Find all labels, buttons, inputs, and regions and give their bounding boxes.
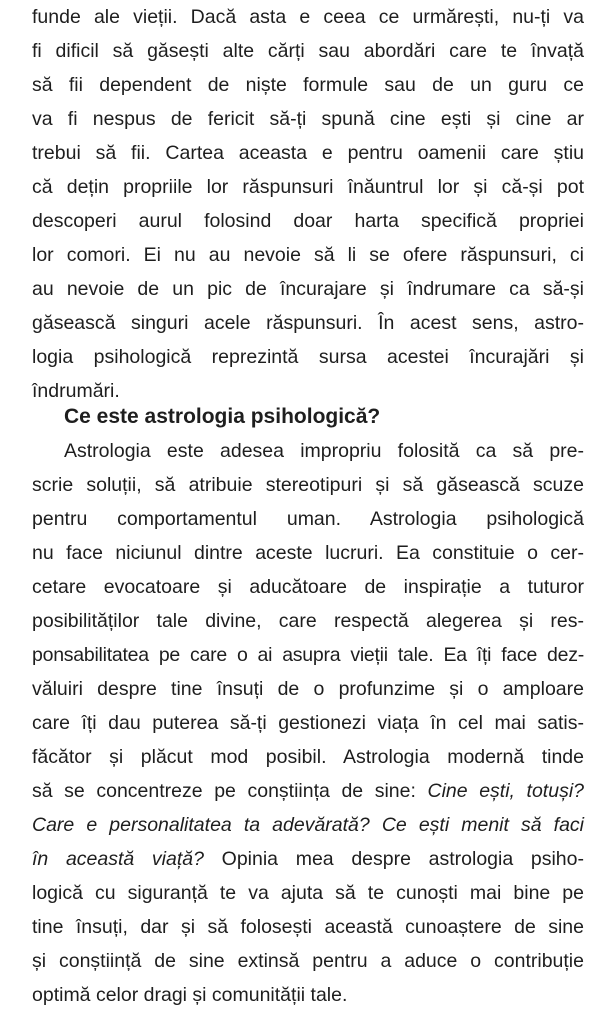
body-text-line: tine însuți, dar și să folosești această cunoaștere de sine <box>32 916 584 938</box>
body-text-line: lor comori. Ei nu au nevoie să li se ofere răspunsuri, ci <box>32 244 584 266</box>
body-text-line <box>32 774 584 808</box>
body-text-line: pentru comportamentul uman. Astrologia psihologică <box>32 508 584 530</box>
body-text-line <box>32 808 584 842</box>
body-text-line: care îți dau puterea să-ți gestionezi viața în cel mai satis- <box>32 712 584 734</box>
body-text-line: Astrologia este adesea impropriu folosită ca să pre- <box>64 440 584 462</box>
italic-question: Care e personalitatea ta adevărată? Ce ești menit să faci <box>32 814 584 836</box>
body-text-line: logică cu siguranță te va ajuta să te cunoști mai bine pe <box>32 882 584 904</box>
body-text-line: va fi nespus de fericit să-ți spună cine ești și cine ar <box>32 108 584 130</box>
body-text-line: optimă celor dragi și comunității tale. <box>32 984 348 1006</box>
body-text-line: făcător și plăcut mod posibil. Astrologia modernă tinde <box>32 746 584 768</box>
body-text-line: nu face niciunul dintre aceste lucruri. Ea constituie o cer- <box>32 542 584 564</box>
italic-question: în această viață? <box>32 848 204 870</box>
body-text-line: descoperi aurul folosind doar harta specifică propriei <box>32 210 584 232</box>
body-text-segment: să se concentreze pe conștiința de sine: <box>32 780 428 802</box>
body-text-line: logia psihologică reprezintă sursa acestei încurajări și <box>32 346 584 368</box>
body-text-line: au nevoie de un pic de încurajare și îndrumare ca să-și <box>32 278 584 300</box>
body-text-line: și conștiință de sine extinsă pentru a aduce o contribuție <box>32 950 584 972</box>
italic-question: Cine ești, totuși? <box>427 780 584 802</box>
body-text-line: posibilităților tale divine, care respectă alegerea și res- <box>32 610 584 632</box>
body-text-line: că dețin propriile lor răspunsuri înăuntrul lor și că-și pot <box>32 176 584 198</box>
body-text-line: funde ale vieții. Dacă asta e ceea ce urmărești, nu-ți va <box>32 6 584 28</box>
body-text-line: trebui să fii. Cartea aceasta e pentru oamenii care știu <box>32 142 584 164</box>
body-text-segment: Opinia mea despre astrologia psiho- <box>203 848 584 870</box>
body-text-line: îndrumări. <box>32 380 120 402</box>
section-heading: Ce este astrologia psihologică? <box>64 405 381 428</box>
body-text-line: cetare evocatoare și aducătoare de inspirație a tuturor <box>32 576 584 598</box>
body-text-line: ponsabilitatea pe care o ai asupra vieții tale. Ea îți face dez- <box>32 644 584 666</box>
body-text-line: văluiri despre tine însuți de o profunzime și o amploare <box>32 678 584 700</box>
body-text-line: să fii dependent de niște formule sau de un guru ce <box>32 74 584 96</box>
body-text-line: scrie soluții, să atribuie stereotipuri și să găsească scuze <box>32 474 584 496</box>
body-text-line: fi dificil să găsești alte cărți sau abordări care te învață <box>32 40 584 62</box>
body-text-line: găsească singuri acele răspunsuri. În acest sens, astro- <box>32 312 584 334</box>
body-text-line <box>32 842 584 876</box>
